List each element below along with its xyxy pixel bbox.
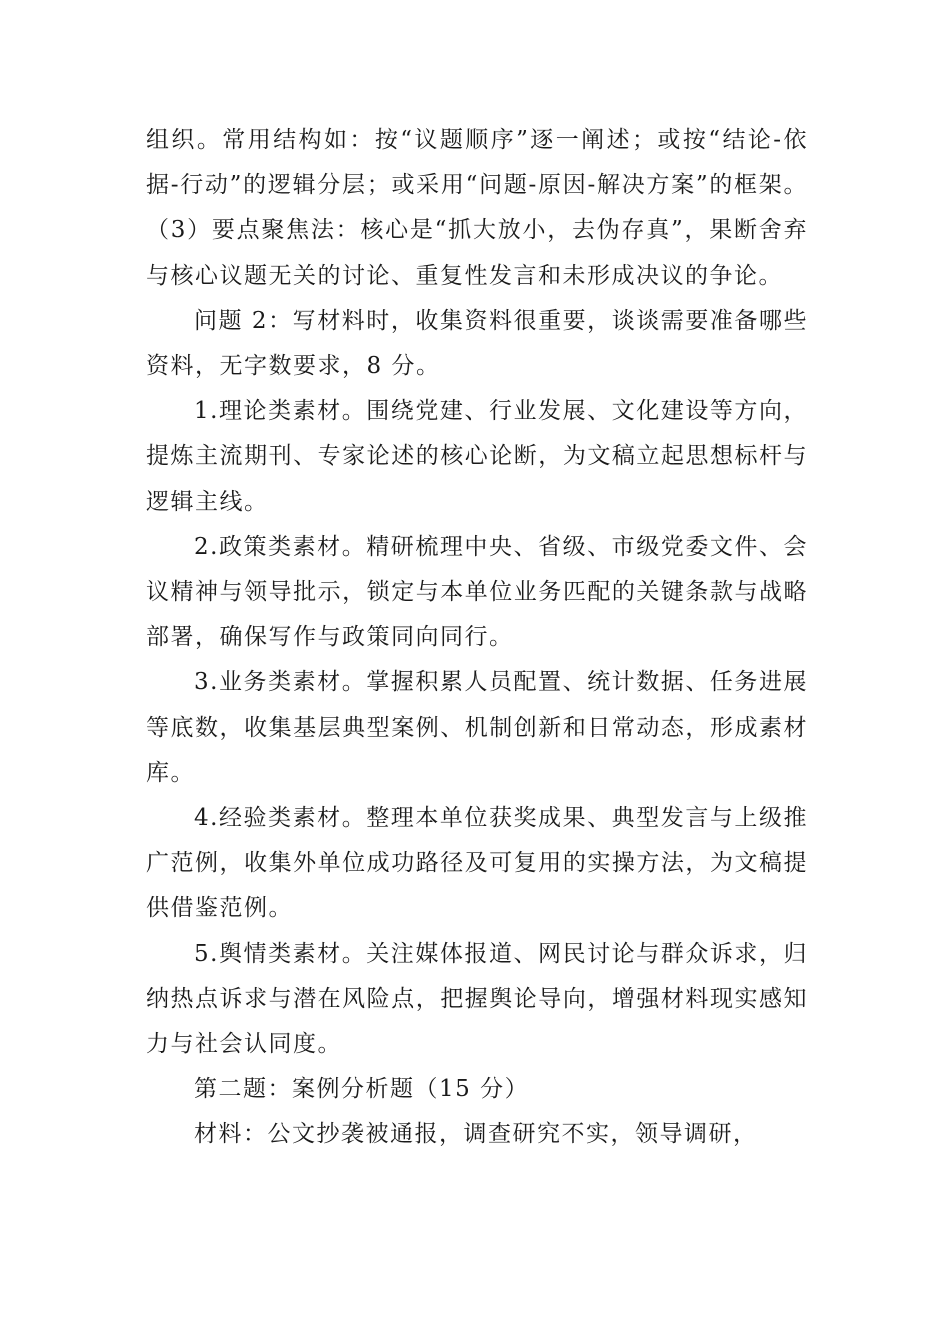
paragraph-case-material: 材料：公文抄袭被通报，调查研究不实，领导调研， xyxy=(194,1121,758,1148)
section-heading-case-analysis: 第二题：案例分析题（15 分） xyxy=(194,1076,530,1103)
document-page xyxy=(146,118,808,1158)
paragraph-business-materials: 3.业务类素材。掌握积累人员配置、统计数据、任务进展等底数，收集基层典型案例、机制创新和日常动态，形成素材库。 xyxy=(146,669,808,786)
paragraph-policy-materials: 2.政策类素材。精研梳理中央、省级、市级党委文件、会议精神与领导批示，锁定与本单位业务匹配的关键条款与战略部署，确保写作与政策同向同行。 xyxy=(146,533,808,651)
paragraph-structure-methods: 组织。常用结构如：按“议题顺序”逐一阐述；或按“结论-依据-行动”的逻辑分层；或采用“问题-原因-解决方案”的框架。（3）要点聚焦法：核心是“抓大放小，去伪存真”，果断舍弃与核心议题无关的讨论、重复性发言和未形成决议的争论。 xyxy=(146,127,808,289)
paragraph-public-opinion-materials: 5.舆情类素材。关注媒体报道、网民讨论与群众诉求，归纳热点诉求与潜在风险点，把握舆论导向，增强材料现实感知力与社会认同度。 xyxy=(146,940,808,1058)
paragraph-theory-materials: 1.理论类素材。围绕党建、行业发展、文化建设等方向，提炼主流期刊、专家论述的核心论断，为文稿立起思想标杆与逻辑主线。 xyxy=(146,398,808,515)
paragraph-question-2: 问题 2：写材料时，收集资料很重要，谈谈需要准备哪些资料，无字数要求，8 分。 xyxy=(146,307,808,380)
paragraph-experience-materials: 4.经验类素材。整理本单位获奖成果、典型发言与上级推广范例，收集外单位成功路径及可复用的实操方法，为文稿提供借鉴范例。 xyxy=(146,805,808,922)
